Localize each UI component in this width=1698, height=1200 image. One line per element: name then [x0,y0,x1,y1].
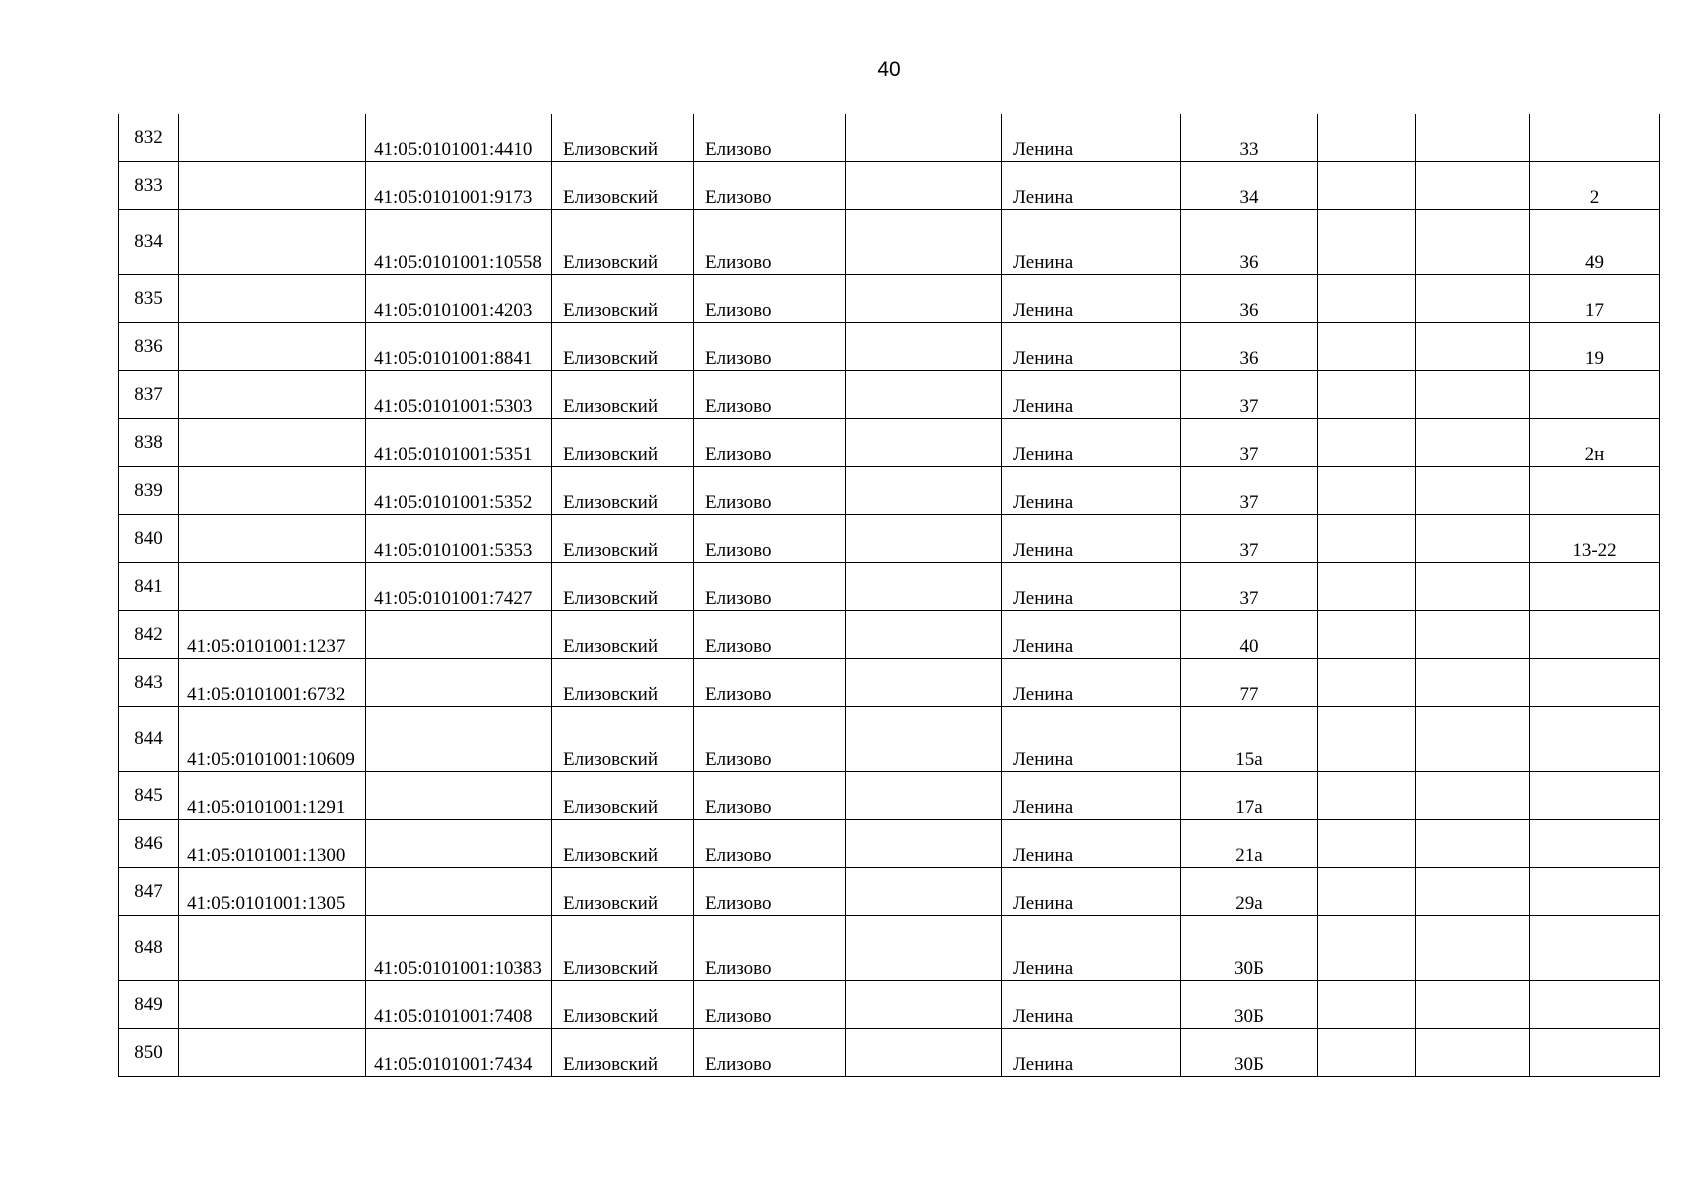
structure-cell [1416,114,1530,162]
locality-cell [846,981,1002,1029]
structure-cell [1416,611,1530,659]
house-cell: 33 [1181,114,1318,162]
house-cell: 36 [1181,210,1318,275]
house-cell: 34 [1181,162,1318,210]
table-row [119,162,1660,210]
table-row [119,1029,1660,1077]
structure-cell [1416,820,1530,868]
cadastral-number-land [179,162,366,210]
city-cell: Елизово [694,820,846,868]
structure-cell [1416,772,1530,820]
district-cell: Елизовский [552,323,694,371]
row-number: 836 [119,323,179,371]
table-row [119,916,1660,981]
flat-cell: 17 [1530,275,1660,323]
building-cell [1318,707,1416,772]
house-cell: 36 [1181,275,1318,323]
cadastral-number-object: 41:05:0101001:5303 [366,371,552,419]
structure-cell [1416,659,1530,707]
city-cell: Елизово [694,868,846,916]
flat-cell [1530,820,1660,868]
street-cell: Ленина [1002,707,1181,772]
street-cell: Ленина [1002,916,1181,981]
city-cell: Елизово [694,611,846,659]
cadastral-number-object: 41:05:0101001:7408 [366,981,552,1029]
row-number: 849 [119,981,179,1029]
locality-cell [846,114,1002,162]
cadastral-number-land: 41:05:0101001:1305 [179,868,366,916]
building-cell [1318,772,1416,820]
flat-cell [1530,772,1660,820]
row-number: 838 [119,419,179,467]
house-cell: 30Б [1181,1029,1318,1077]
cadastral-number-land [179,515,366,563]
row-number: 848 [119,916,179,981]
row-number: 845 [119,772,179,820]
district-cell: Елизовский [552,820,694,868]
street-cell: Ленина [1002,371,1181,419]
flat-cell [1530,371,1660,419]
cadastral-number-object: 41:05:0101001:5351 [366,419,552,467]
building-cell [1318,114,1416,162]
cadastral-number-object: 41:05:0101001:4410 [366,114,552,162]
table-row [119,707,1660,772]
house-cell: 21а [1181,820,1318,868]
flat-cell [1530,868,1660,916]
table-row [119,275,1660,323]
table-row [119,868,1660,916]
city-cell: Елизово [694,772,846,820]
table-row [119,515,1660,563]
cadastral-number-land [179,916,366,981]
building-cell [1318,275,1416,323]
cadastral-number-object: 41:05:0101001:10383 [366,916,552,981]
cadastral-number-object: 41:05:0101001:8841 [366,323,552,371]
cadastral-number-object: 41:05:0101001:7427 [366,563,552,611]
city-cell: Елизово [694,659,846,707]
district-cell: Елизовский [552,515,694,563]
cadastral-number-object: 41:05:0101001:9173 [366,162,552,210]
house-cell: 29а [1181,868,1318,916]
table-row [119,323,1660,371]
flat-cell [1530,916,1660,981]
cadastral-number-land: 41:05:0101001:10609 [179,707,366,772]
locality-cell [846,707,1002,772]
row-number: 846 [119,820,179,868]
table-row [119,467,1660,515]
cadastral-number-land [179,1029,366,1077]
street-cell: Ленина [1002,114,1181,162]
table-row [119,210,1660,275]
structure-cell [1416,467,1530,515]
building-cell [1318,371,1416,419]
flat-cell [1530,611,1660,659]
street-cell: Ленина [1002,515,1181,563]
city-cell: Елизово [694,916,846,981]
city-cell: Елизово [694,114,846,162]
flat-cell [1530,563,1660,611]
building-cell [1318,162,1416,210]
table-row [119,820,1660,868]
cadastral-number-land [179,419,366,467]
structure-cell [1416,162,1530,210]
cadastral-number-land [179,371,366,419]
house-cell: 37 [1181,419,1318,467]
cadastral-number-land: 41:05:0101001:6732 [179,659,366,707]
flat-cell: 19 [1530,323,1660,371]
cadastral-number-land: 41:05:0101001:1237 [179,611,366,659]
flat-cell: 13-22 [1530,515,1660,563]
district-cell: Елизовский [552,563,694,611]
street-cell: Ленина [1002,1029,1181,1077]
district-cell: Елизовский [552,1029,694,1077]
cadastral-number-land [179,981,366,1029]
cadastral-number-object: 41:05:0101001:5352 [366,467,552,515]
row-number: 842 [119,611,179,659]
flat-cell [1530,981,1660,1029]
locality-cell [846,323,1002,371]
city-cell: Елизово [694,515,846,563]
cadastral-number-object [366,659,552,707]
row-number: 832 [119,114,179,162]
structure-cell [1416,210,1530,275]
district-cell: Елизовский [552,659,694,707]
table-row [119,611,1660,659]
structure-cell [1416,707,1530,772]
building-cell [1318,659,1416,707]
cadastral-number-land: 41:05:0101001:1291 [179,772,366,820]
district-cell: Елизовский [552,467,694,515]
row-number: 833 [119,162,179,210]
house-cell: 37 [1181,563,1318,611]
house-cell: 17а [1181,772,1318,820]
house-cell: 30Б [1181,981,1318,1029]
locality-cell [846,275,1002,323]
structure-cell [1416,419,1530,467]
street-cell: Ленина [1002,275,1181,323]
city-cell: Елизово [694,563,846,611]
structure-cell [1416,515,1530,563]
street-cell: Ленина [1002,772,1181,820]
street-cell: Ленина [1002,611,1181,659]
house-cell: 40 [1181,611,1318,659]
row-number: 839 [119,467,179,515]
cadastral-number-land [179,114,366,162]
city-cell: Елизово [694,1029,846,1077]
city-cell: Елизово [694,210,846,275]
district-cell: Елизовский [552,162,694,210]
structure-cell [1416,563,1530,611]
city-cell: Елизово [694,275,846,323]
structure-cell [1416,916,1530,981]
building-cell [1318,467,1416,515]
city-cell: Елизово [694,707,846,772]
street-cell: Ленина [1002,162,1181,210]
locality-cell [846,419,1002,467]
flat-cell [1530,114,1660,162]
district-cell: Елизовский [552,981,694,1029]
house-cell: 37 [1181,515,1318,563]
flat-cell [1530,467,1660,515]
cadastral-number-object: 41:05:0101001:10558 [366,210,552,275]
building-cell [1318,611,1416,659]
city-cell: Елизово [694,981,846,1029]
house-cell: 36 [1181,323,1318,371]
flat-cell [1530,707,1660,772]
table-row [119,659,1660,707]
structure-cell [1416,981,1530,1029]
cadastral-number-land [179,210,366,275]
locality-cell [846,820,1002,868]
cadastral-number-land [179,563,366,611]
structure-cell [1416,275,1530,323]
row-number: 840 [119,515,179,563]
street-cell: Ленина [1002,981,1181,1029]
table-row [119,981,1660,1029]
locality-cell [846,210,1002,275]
locality-cell [846,868,1002,916]
row-number: 847 [119,868,179,916]
district-cell: Елизовский [552,419,694,467]
street-cell: Ленина [1002,467,1181,515]
building-cell [1318,916,1416,981]
street-cell: Ленина [1002,210,1181,275]
cadastral-number-object [366,772,552,820]
cadastral-number-object [366,611,552,659]
row-number: 837 [119,371,179,419]
house-cell: 37 [1181,467,1318,515]
registry-table [118,114,1660,1077]
building-cell [1318,981,1416,1029]
locality-cell [846,772,1002,820]
table-row [119,419,1660,467]
district-cell: Елизовский [552,868,694,916]
building-cell [1318,323,1416,371]
cadastral-number-land [179,323,366,371]
street-cell: Ленина [1002,323,1181,371]
flat-cell: 49 [1530,210,1660,275]
flat-cell: 2н [1530,419,1660,467]
city-cell: Елизово [694,467,846,515]
cadastral-number-object: 41:05:0101001:4203 [366,275,552,323]
row-number: 834 [119,210,179,275]
locality-cell [846,916,1002,981]
building-cell [1318,1029,1416,1077]
street-cell: Ленина [1002,868,1181,916]
building-cell [1318,515,1416,563]
cadastral-number-object: 41:05:0101001:5353 [366,515,552,563]
district-cell: Елизовский [552,210,694,275]
district-cell: Елизовский [552,772,694,820]
cadastral-number-object [366,868,552,916]
locality-cell [846,1029,1002,1077]
structure-cell [1416,371,1530,419]
locality-cell [846,371,1002,419]
flat-cell [1530,659,1660,707]
structure-cell [1416,1029,1530,1077]
flat-cell [1530,1029,1660,1077]
locality-cell [846,467,1002,515]
house-cell: 37 [1181,371,1318,419]
house-cell: 77 [1181,659,1318,707]
locality-cell [846,515,1002,563]
district-cell: Елизовский [552,275,694,323]
table-row [119,371,1660,419]
district-cell: Елизовский [552,916,694,981]
cadastral-number-object [366,820,552,868]
cadastral-number-object: 41:05:0101001:7434 [366,1029,552,1077]
structure-cell [1416,323,1530,371]
city-cell: Елизово [694,323,846,371]
structure-cell [1416,868,1530,916]
district-cell: Елизовский [552,114,694,162]
street-cell: Ленина [1002,563,1181,611]
building-cell [1318,820,1416,868]
table-row [119,772,1660,820]
building-cell [1318,210,1416,275]
cadastral-number-land [179,467,366,515]
city-cell: Елизово [694,162,846,210]
page-number: 40 [877,58,901,81]
table-row [119,563,1660,611]
building-cell [1318,419,1416,467]
city-cell: Елизово [694,419,846,467]
street-cell: Ленина [1002,659,1181,707]
row-number: 843 [119,659,179,707]
building-cell [1318,563,1416,611]
locality-cell [846,563,1002,611]
cadastral-number-object [366,707,552,772]
house-cell: 30Б [1181,916,1318,981]
row-number: 841 [119,563,179,611]
locality-cell [846,162,1002,210]
cadastral-number-land [179,275,366,323]
district-cell: Елизовский [552,611,694,659]
street-cell: Ленина [1002,820,1181,868]
cadastral-number-land: 41:05:0101001:1300 [179,820,366,868]
row-number: 850 [119,1029,179,1077]
district-cell: Елизовский [552,707,694,772]
locality-cell [846,611,1002,659]
street-cell: Ленина [1002,419,1181,467]
city-cell: Елизово [694,371,846,419]
house-cell: 15а [1181,707,1318,772]
flat-cell: 2 [1530,162,1660,210]
locality-cell [846,659,1002,707]
building-cell [1318,868,1416,916]
district-cell: Елизовский [552,371,694,419]
row-number: 844 [119,707,179,772]
row-number: 835 [119,275,179,323]
table-row [119,114,1660,162]
